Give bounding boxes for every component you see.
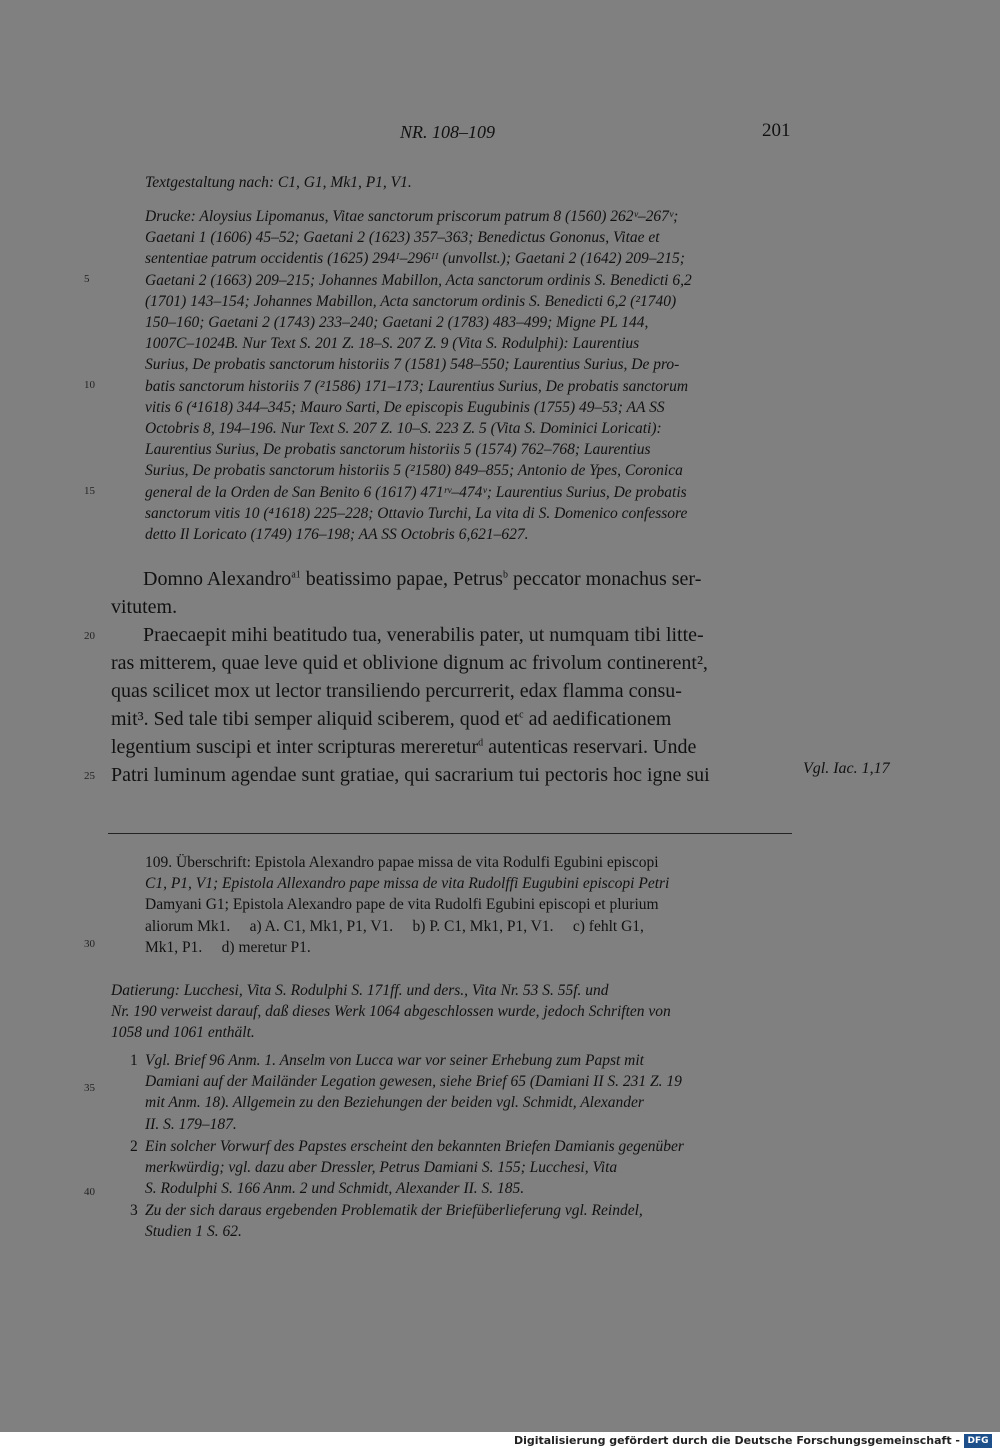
note-number: 2 [130,1138,138,1155]
note-3: Zu der sich daraus ergebenden Problematik der Briefüberlieferung vgl. Reindel, Studien 1 S. 62. [145,1202,643,1241]
funding-credit: Digitalisierung gefördert durch die Deutsche Forschungsgemeinschaft - [513,1434,960,1447]
letter-line: quas scilicet mox ut lector transiliendo percurrerit, edax flamma consu- [111,680,682,702]
letter-text [111,565,791,789]
drucke-line: detto Il Loricato (1749) 176–198; AA SS Octobris 6,621–627. [145,526,529,544]
letter-line: Praecaepit mihi beatitudo tua, venerabilis pater, ut numquam tibi litte- [143,624,704,646]
datierung-line: Nr. 190 verweist darauf, daß dieses Werk 1064 abgeschlossen wurde, jedoch Schriften von [111,1003,671,1021]
apparatus-line: Mk1, P1. d) meretur P1. [145,938,311,956]
apparatus-line: 109. Überschrift: Epistola Alexandro papae missa de vita Rodulfi Egubini episcopi [145,854,659,871]
drucke-line: sententiae patrum occidentis (1625) 294ᴵ–296ᴵᴵ (unvollst.); Gaetani 2 (1642) 209–215; [145,250,685,268]
apparatus-marker: c [519,709,524,721]
drucke-line: vitis 6 (⁴1618) 344–345; Mauro Sarti, De episcopis Eugubinis (1755) 49–53; AA SS [145,398,665,416]
drucke-line: batis sanctorum historiis 7 (²1586) 171–173; Laurentius Surius, De probatis sanctorum [145,377,689,395]
drucke-line: Gaetani 1 (1606) 45–52; Gaetani 2 (1623) 357–363; Benedictus Gononus, Vitae et [145,229,660,247]
drucke-line: 150–160; Gaetani 2 (1743) 233–240; Gaetani 2 (1783) 483–499; Migne PL 144, [145,314,649,332]
apparatus-marker: b [502,569,508,581]
letter-line: Domno Alexandro$^{a1}$ beatissimo papae, Petrus$^b$ peccator monachus ser- [143,568,702,590]
line-number: 20 [84,630,95,642]
margin-note: Vgl. Iac. 1,17 [803,760,890,777]
drucke-line: Drucke: Aloysius Lipomanus, Vitae sanctorum priscorum patrum 8 (1560) 262ᵛ–267ᵛ; [145,208,679,225]
note-number: 1 [130,1052,138,1069]
note-number: 3 [130,1202,138,1219]
drucke-line: Surius, De probatis sanctorum historiis 7 (1581) 548–550; Laurentius Surius, De pro- [145,356,680,374]
apparatus-line: Damyani G1; Epistola Alexandro pape de vita Rudolfi Egubini episcopi et plurium [145,896,659,914]
letter-line: ras mitterem, quae leve quid et oblivione dignum ac frivolum continerent², [111,652,708,674]
drucke-line: (1701) 143–154; Johannes Mabillon, Acta sanctorum ordinis S. Benedicti 6,2 (²1740) [145,292,677,310]
note-2: Ein solcher Vorwurf des Papstes erscheint den bekannten Briefen Damianis gegenüber merkwürdig; vgl. dazu aber Dressler, Petrus Damiani S. 155; Lucchesi, Vita S. Rodulphi S. 166 Anm. 2 und Schmidt, Alexander II. S. 185. [145,1138,684,1198]
running-head: NR. 108–109 [400,122,496,142]
drucke-line: sanctorum vitis 10 (⁴1618) 225–228; Ottavio Turchi, La vita di S. Domenico confessore [145,504,688,522]
datierung-line: 1058 und 1061 enthält. [111,1024,255,1042]
line-number: 35 [84,1082,95,1094]
drucke-line: Gaetani 2 (1663) 209–215; Johannes Mabillon, Acta sanctorum ordinis S. Benedicti 6,2 [145,271,692,289]
drucke-line: 1007C–1024B. Nur Text S. 201 Z. 18–S. 207 Z. 9 (Vita S. Rodulphi): Laurentius [145,335,640,353]
apparatus-line: aliorum Mk1. a) A. C1, Mk1, P1, V1. b) P. C1, Mk1, P1, V1. c) fehlt G1, [145,917,644,935]
drucke-line: Surius, De probatis sanctorum historiis 5 (²1580) 849–855; Antonio de Ypes, Coronica [145,462,683,480]
page-number: 201 [762,120,791,141]
footnote-marker: a1 [291,569,301,581]
letter-line: vitutem. [111,596,178,618]
apparatus-block [145,852,791,958]
line-number: 30 [84,938,95,950]
note-1: Vgl. Brief 96 Anm. 1. Anselm von Lucca war vor seiner Erhebung zum Papst mit Damiani auf der Mailänder Legation gewesen, siehe Brief 65 (Damiani II S. 231 Z. 19 mit Anm. 18). Allgemein zu den Beziehungen der beiden vgl. Schmidt, Alexander II. S. 179–187. [145,1052,682,1133]
letter-line: legentium suscipi et inter scripturas mereretur$^d$ autenticas reservari. Unde [111,736,697,758]
line-number: 25 [84,770,95,782]
letter-line: mit³. Sed tale tibi semper aliquid sciberem, quod $et^c$ ad aedificationem [111,708,672,730]
drucke-line: general de la Orden de San Benito 6 (1617) 471ʳᵛ–474ᵛ; Laurentius Surius, De probatis [145,483,687,501]
letter-line: Patri luminum agendae sunt gratiae, qui sacrarium tui pectoris hoc igne sui [111,764,710,786]
dfg-logo: DFG [964,1434,992,1448]
footnote-separator [108,833,792,834]
apparatus-marker: d [478,737,484,749]
line-number: 15 [84,485,95,497]
datierung-line: Datierung: Lucchesi, Vita S. Rodulphi S. 171ff. und ders., Vita Nr. 53 S. 55f. und [111,982,609,999]
line-number: 40 [84,1186,95,1198]
apparatus-line: C1, P1, V1; Epistola Allexandro pape missa de vita Rudolffi Eugubini episcopi Petri [145,875,670,893]
drucke-line: Laurentius Surius, De probatis sanctorum historiis 5 (1574) 762–768; Laurentius [145,441,651,459]
textgestaltung-line: Textgestaltung nach: C1, G1, Mk1, P1, V1. [145,174,412,191]
drucke-block [145,206,791,545]
digitization-footer [0,1432,1000,1451]
line-number: 10 [84,379,95,391]
line-number: 5 [84,273,90,285]
drucke-line: Octobris 8, 194–196. Nur Text S. 207 Z. 10–S. 223 Z. 5 (Vita S. Dominici Loricati): [145,420,662,438]
datierung-block [111,980,791,1044]
